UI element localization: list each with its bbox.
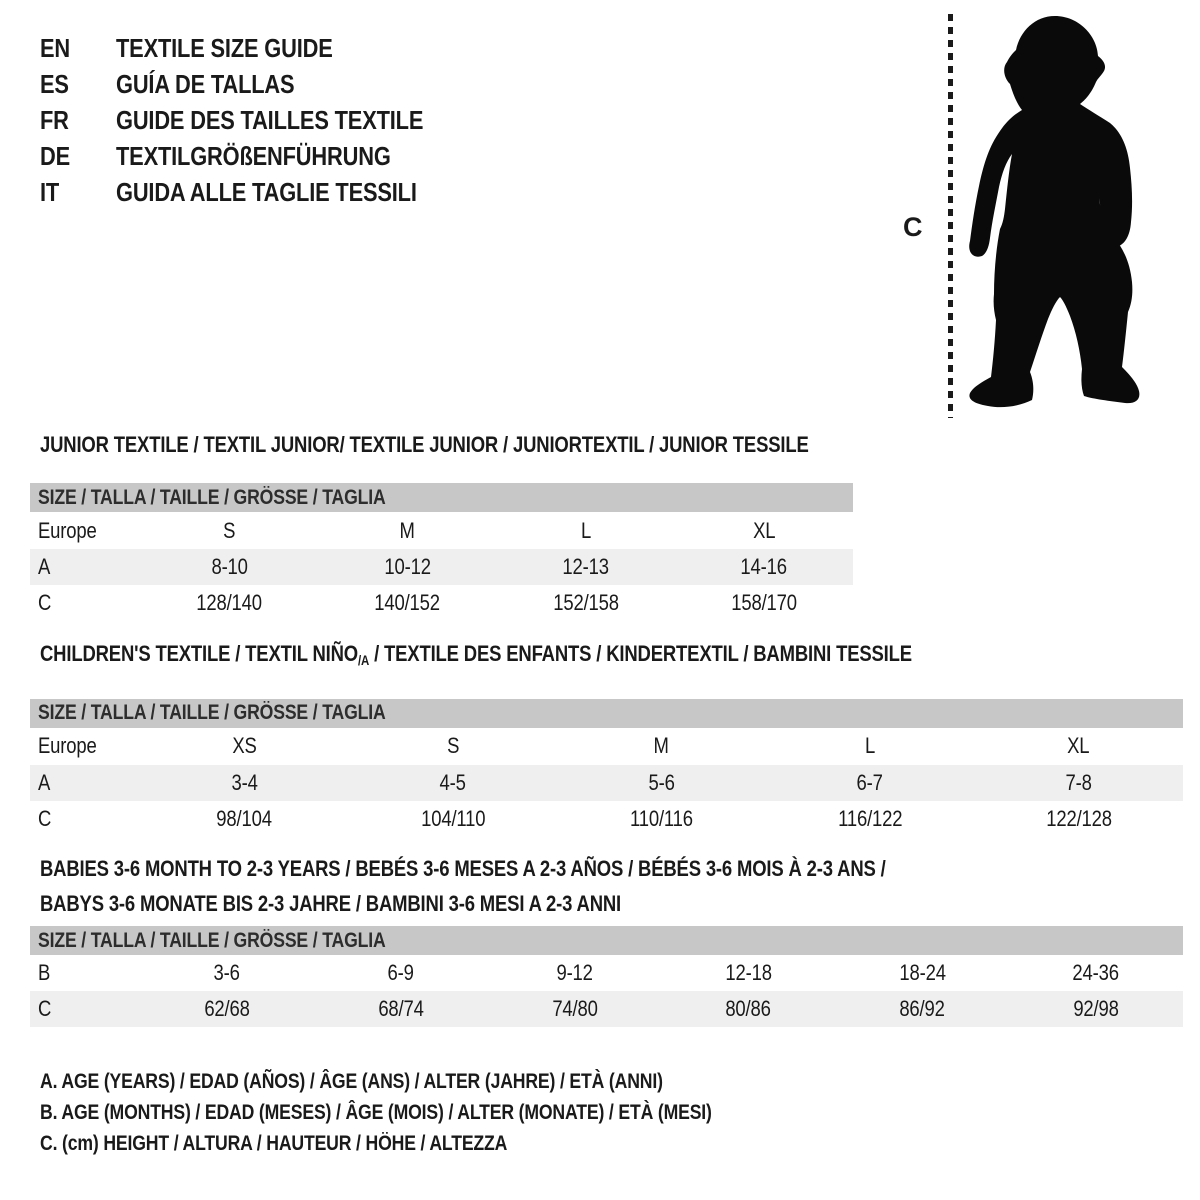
column-header [318, 518, 496, 544]
row-label [30, 806, 140, 832]
row-label-text: B [38, 960, 51, 985]
column-header [766, 733, 975, 759]
table-title-line1: BABIES 3-6 MONTH TO 2-3 YEARS / BEBÉS 3-6 MESES A 2-3 AÑOS / BÉBÉS 3-6 MOIS À 2-3 ANS / [40, 856, 886, 881]
column-header-text: S [223, 517, 236, 543]
column-header-text: XL [1067, 733, 1090, 759]
table-row [30, 765, 1183, 801]
language-title-block [40, 30, 482, 210]
language-title-text: TEXTILE SIZE GUIDE [116, 32, 333, 63]
size-cell [318, 554, 496, 580]
region-label-text: Europe [38, 733, 97, 759]
size-cell-text: 12-13 [562, 554, 609, 579]
table-title-text: CHILDREN'S TEXTILE / TEXTIL $NIÑO_{/A}$ / TEXTILE DES ENFANTS / KINDERTEXTIL / BAMBINI TESSILE [40, 641, 912, 668]
size-cell [314, 996, 488, 1022]
row-label [30, 960, 140, 986]
size-header-label: SIZE / TALLA / TAILLE / GRÖSSE / TAGLIA [38, 485, 386, 509]
size-cell [557, 806, 766, 832]
region-label [30, 518, 140, 544]
height-measure-label: C [903, 212, 923, 242]
size-cell-text: 3-4 [231, 769, 258, 795]
legend-line-text: A. AGE (YEARS) / EDAD (AÑOS) / ÂGE (ANS) / ALTER (JAHRE) / ETÀ (ANNI) [40, 1069, 663, 1093]
size-cell-text: 86/92 [899, 996, 945, 1021]
language-title-text: GUIDE DES TAILLES TEXTILE [116, 104, 424, 135]
language-code-text: ES [40, 68, 69, 99]
language-row [40, 30, 482, 66]
table-body [30, 512, 853, 621]
size-cell-text: 68/74 [378, 996, 424, 1021]
language-row [40, 102, 482, 138]
column-header [140, 733, 349, 759]
size-header-bar [30, 699, 1183, 728]
size-header-label: SIZE / TALLA / TAILLE / GRÖSSE / TAGLIA [38, 928, 386, 952]
size-cell-text: 14-16 [740, 554, 788, 579]
size-cell-text: 12-18 [725, 960, 772, 985]
size-table-babies [30, 851, 1183, 1027]
size-cell-text: 152/158 [552, 590, 619, 615]
language-title [116, 141, 443, 172]
size-cell-text: 24-36 [1072, 960, 1120, 985]
language-title [116, 33, 374, 64]
size-cell [675, 554, 853, 580]
legend-line [40, 1128, 840, 1159]
size-cell [835, 960, 1009, 986]
language-title-text: GUÍA DE TALLAS [116, 68, 295, 99]
size-cell [314, 960, 488, 986]
column-header-text: L [580, 517, 591, 543]
size-cell [140, 554, 318, 580]
size-cell [661, 960, 835, 986]
table-title-line2: BABYS 3-6 MONATE BIS 2-3 JAHRE / BAMBINI 3-6 MESI A 2-3 ANNI [40, 891, 622, 916]
size-header-label: SIZE / TALLA / TAILLE / GRÖSSE / TAGLIA [38, 701, 386, 725]
size-table-junior [30, 434, 853, 621]
size-cell [497, 590, 675, 616]
column-header-text: L [865, 733, 876, 759]
size-cell-text: 98/104 [216, 805, 273, 831]
size-cell-text: 116/122 [837, 805, 903, 831]
baby-silhouette-icon [960, 10, 1145, 422]
size-cell [349, 770, 558, 796]
size-cell [766, 770, 975, 796]
size-cell [140, 996, 314, 1022]
language-code-text: DE [40, 140, 71, 171]
language-title-text: GUIDA ALLE TAGLIE TESSILI [116, 176, 417, 207]
size-header-bar [30, 483, 853, 512]
size-cell [497, 554, 675, 580]
size-cell [1009, 960, 1183, 986]
column-header-text: M [399, 517, 415, 543]
column-header-text: XL [752, 517, 776, 543]
column-header-text: XS [232, 733, 257, 759]
size-cell [974, 806, 1183, 832]
row-label [30, 554, 140, 580]
size-cell-text: 74/80 [551, 996, 598, 1021]
table-row [30, 801, 1183, 837]
region-label-text: Europe [38, 517, 97, 543]
size-cell [318, 590, 496, 616]
language-code [40, 105, 116, 136]
size-cell-text: 3-6 [213, 960, 241, 985]
size-cell-text: 8-10 [210, 554, 248, 579]
row-label [30, 770, 140, 796]
language-row [40, 138, 482, 174]
legend-line [40, 1097, 840, 1128]
table-title [30, 434, 853, 456]
size-cell-text: 7-8 [1065, 769, 1092, 795]
size-table-children [30, 643, 1183, 837]
column-header-text: S [446, 733, 459, 759]
size-cell-text: 6-7 [856, 769, 884, 795]
size-cell-text: 128/140 [196, 590, 262, 615]
region-label [30, 733, 140, 759]
table-row [30, 549, 853, 585]
column-header-text: M [653, 733, 670, 759]
language-title-text: TEXTILGRÖßENFÜHRUNG [116, 140, 391, 171]
row-label-text: C [38, 805, 52, 831]
size-cell-text: 62/68 [204, 996, 250, 1021]
column-header [974, 733, 1183, 759]
row-label-text: C [38, 590, 52, 615]
region-row [30, 728, 1183, 765]
region-row [30, 512, 853, 549]
size-cell [835, 996, 1009, 1022]
size-cell [349, 806, 558, 832]
language-row [40, 174, 482, 210]
size-cell [1009, 996, 1183, 1022]
size-cell-text: 5-6 [648, 769, 675, 795]
size-cell [140, 590, 318, 616]
language-code [40, 177, 116, 208]
size-cell-text: 158/170 [731, 590, 797, 615]
row-label-text: A [38, 554, 51, 579]
language-code [40, 141, 116, 172]
language-row [40, 66, 482, 102]
size-cell [140, 960, 314, 986]
column-header [557, 733, 766, 759]
table-body [30, 955, 1183, 1027]
table-row [30, 991, 1183, 1027]
row-label-text: C [38, 996, 52, 1021]
language-code [40, 33, 116, 64]
language-code [40, 69, 116, 100]
size-cell-text: 140/152 [374, 590, 441, 615]
table-body [30, 728, 1183, 837]
size-cell-text: 110/116 [630, 805, 693, 831]
table-row [30, 585, 853, 621]
language-title [116, 177, 474, 208]
size-cell [488, 996, 662, 1022]
size-cell [766, 806, 975, 832]
legend-line [40, 1066, 840, 1097]
size-cell-text: 92/98 [1073, 996, 1119, 1021]
row-label [30, 590, 140, 616]
size-cell [140, 770, 349, 796]
row-label [30, 996, 140, 1022]
column-header [349, 733, 558, 759]
size-cell [557, 770, 766, 796]
legend-line-text: C. (cm) HEIGHT / ALTURA / HAUTEUR / HÖHE / ALTEZZA [40, 1131, 508, 1155]
column-header [675, 518, 853, 544]
column-header [497, 518, 675, 544]
size-cell-text: 122/128 [1045, 805, 1112, 831]
language-code-text: EN [40, 32, 71, 63]
size-cell [140, 806, 349, 832]
size-header-bar [30, 926, 1183, 955]
table-title-text: JUNIOR TEXTILE / TEXTIL JUNIOR/ TEXTILE JUNIOR / JUNIORTEXTIL / JUNIOR TESSILE [40, 432, 809, 457]
size-cell-text: 18-24 [899, 960, 946, 985]
size-cell-text: 80/86 [725, 996, 772, 1021]
column-header [140, 518, 318, 544]
language-title [116, 105, 482, 136]
table-title [30, 643, 1183, 672]
height-dashed-line [948, 14, 953, 418]
size-cell-text: 10-12 [384, 554, 431, 579]
size-cell [974, 770, 1183, 796]
size-cell-text: 104/110 [420, 805, 486, 831]
size-cell [675, 590, 853, 616]
size-cell-text: 4-5 [439, 769, 466, 795]
language-code-text: IT [40, 176, 60, 207]
row-label-text: A [38, 769, 51, 795]
legend [40, 1066, 840, 1159]
size-cell-text: 9-12 [556, 960, 593, 985]
table-title [30, 851, 1183, 921]
language-title [116, 69, 328, 100]
size-cell [661, 996, 835, 1022]
table-row [30, 955, 1183, 991]
size-cell-text: 6-9 [387, 960, 414, 985]
size-cell [488, 960, 662, 986]
title-subscript: /A [357, 652, 370, 668]
legend-line-text: B. AGE (MONTHS) / EDAD (MESES) / ÂGE (MOIS) / ALTER (MONATE) / ETÀ (MESI) [40, 1100, 712, 1124]
language-code-text: FR [40, 104, 69, 135]
